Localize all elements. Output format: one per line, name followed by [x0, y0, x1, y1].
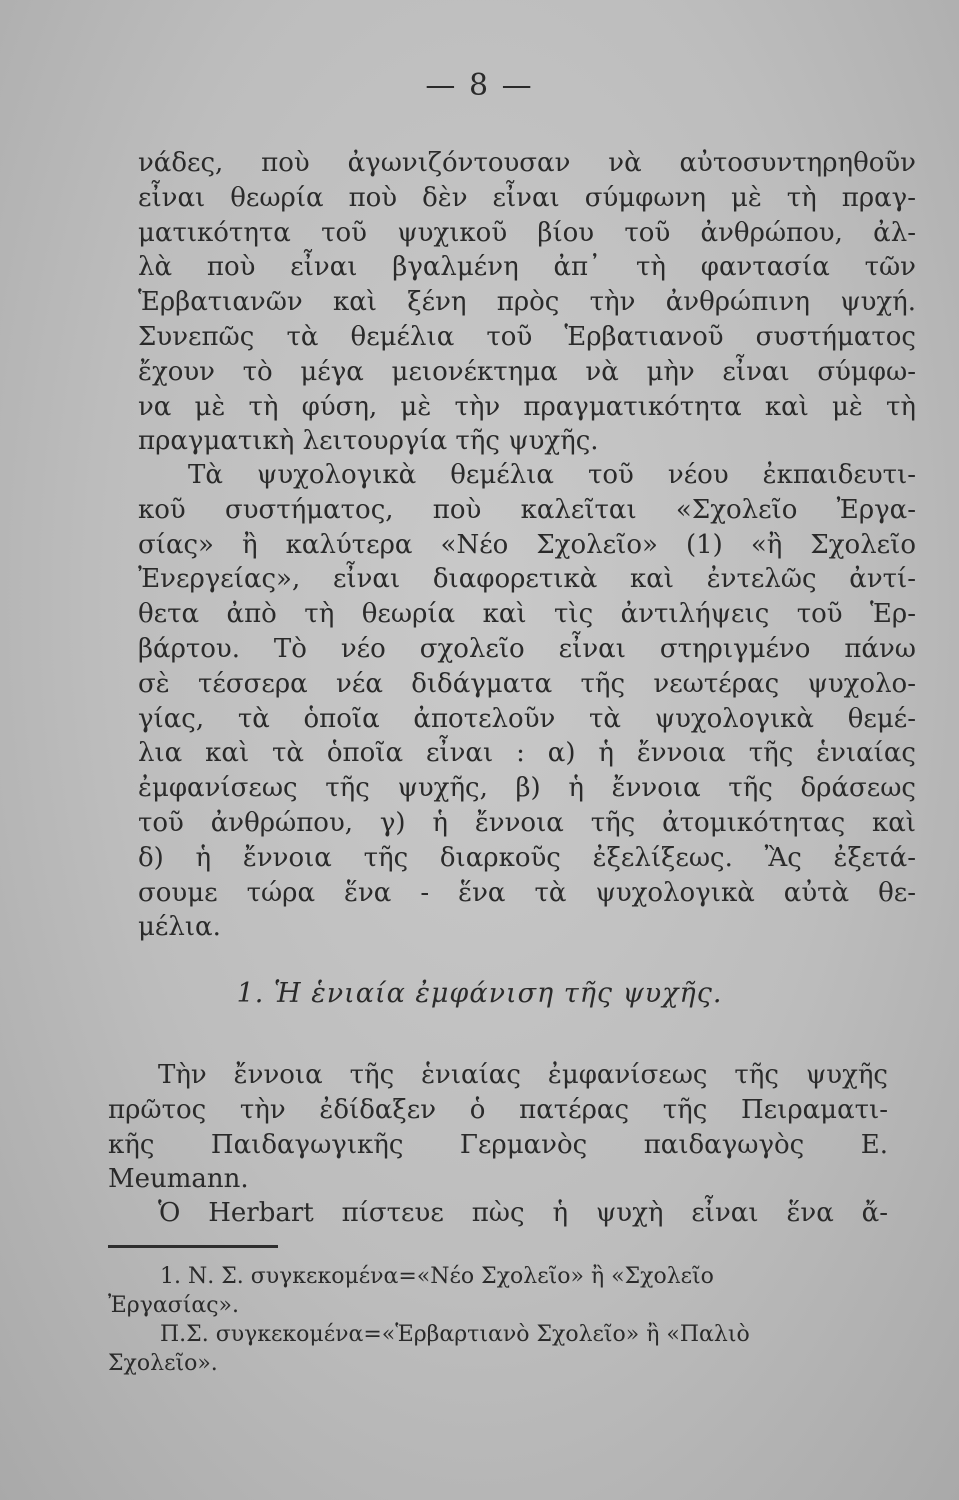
text-line: σουμε τώρα ἕνα - ἕνα τὰ ψυχολογικὰ αὐτὰ θε- — [138, 877, 916, 908]
text-line: κῆς Παιδαγωγικῆς Γερμανὸς παιδαγωγὸς Ε. — [108, 1129, 888, 1160]
text-line: Ὁ Herbart πίστευε πὼς ἡ ψυχὴ εἶναι ἕνα ἄ- — [158, 1198, 888, 1228]
footnote-divider — [108, 1245, 278, 1248]
text-line: Συνεπῶς τὰ θεμέλια τοῦ Ἑρβατιανοῦ συστήματος — [138, 321, 916, 352]
text-line: γίας, τὰ ὁποῖα ἀποτελοῦν τὰ ψυχολογικὰ θεμέ- — [138, 703, 916, 734]
text-line: πρῶτος τὴν ἐδίδαξεν ὁ πατέρας τῆς Πειραματι- — [108, 1094, 888, 1125]
footnote-line: Σχολεῖο». — [108, 1351, 218, 1376]
text-line: ἐμφανίσεως τῆς ψυχῆς, β) ἡ ἔννοια τῆς δράσεως — [138, 773, 916, 804]
paragraph-3 — [108, 1058, 888, 1197]
text-line: λια καὶ τὰ ὁποῖα εἶναι : α) ἡ ἔννοια τῆς ἑνιαίας — [138, 738, 916, 769]
text-line: Meumann. — [108, 1164, 249, 1195]
text-line: Τὰ ψυχολογικὰ θεμέλια τοῦ νέου ἐκπαιδευτι- — [188, 460, 916, 490]
text-line: Τὴν ἔννοια τῆς ἑνιαίας ἐμφανίσεως τῆς ψυχῆς — [158, 1060, 888, 1090]
text-line: σὲ τέσσερα νέα διδάγματα τῆς νεωτέρας ψυχολο- — [138, 668, 916, 699]
text-line: κοῦ συστήματος, ποὺ καλεῖται «Σχολεῖο Ἐργα- — [138, 494, 916, 525]
section-heading: 1. Ἡ ἑνιαία ἐμφάνιση τῆς ψυχῆς. — [236, 978, 723, 1009]
text-line: λὰ ποὺ εἶναι βγαλμένη ἀπ᾽ τὴ φαντασία τῶν — [138, 252, 916, 283]
text-line: να μὲ τὴ φύση, μὲ τὴν πραγματικότητα καὶ μὲ τὴ — [138, 391, 916, 422]
footnote-2 — [108, 1320, 888, 1378]
text-line: πραγματικὴ λειτουργία τῆς ψυχῆς. — [138, 426, 599, 457]
paragraph-2 — [138, 458, 916, 945]
footnote-line: 1. Ν. Σ. συγκεκομένα=«Νέο Σχολεῖο» ἢ «Σχολεῖο — [160, 1264, 714, 1289]
text-line: ματικότητα τοῦ ψυχικοῦ βίου τοῦ ἀνθρώπου, ἀλ- — [138, 217, 916, 248]
paragraph-1 — [138, 146, 916, 459]
text-line: σίας» ἢ καλύτερα «Νέο Σχολεῖο» (1) «ἢ Σχολεῖο — [138, 529, 916, 560]
text-line: τοῦ ἀνθρώπου, γ) ἡ ἔννοια τῆς ἀτομικότητας καὶ — [138, 807, 916, 838]
paragraph-4 — [108, 1196, 888, 1231]
text-line: μέλια. — [138, 912, 221, 943]
text-line: εἶναι θεωρία ποὺ δὲν εἶναι σύμφωνη μὲ τὴ πραγ- — [138, 182, 916, 213]
text-line: Ἑρβατιανῶν καὶ ξένη πρὸς τὴν ἀνθρώπινη ψυχή. — [138, 287, 916, 318]
text-line: νάδες, ποὺ ἀγωνιζόντουσαν νὰ αὐτοσυντηρηθοῦν — [138, 148, 916, 178]
text-line: θετα ἀπὸ τὴ θεωρία καὶ τὶς ἀντιλήψεις τοῦ Ἑρ- — [138, 599, 916, 630]
footnote-1 — [108, 1262, 888, 1320]
text-line: Ἐνεργείας», εἶναι διαφορετικὰ καὶ ἐντελῶς ἀντί- — [138, 564, 916, 595]
footnote-line: Π.Σ. συγκεκομένα=«Ἑρβαρτιανὸ Σχολεῖο» ἢ «Παλιὸ — [160, 1322, 750, 1347]
text-line: βάρτου. Τὸ νέο σχολεῖο εἶναι στηριγμένο πάνω — [138, 633, 916, 664]
text-line: ἔχουν τὸ μέγα μειονέκτημα νὰ μὴν εἶναι σύμφω- — [138, 356, 916, 387]
text-line: δ) ἡ ἔννοια τῆς διαρκοῦς ἐξελίξεως. Ἂς ἐξετά- — [138, 842, 916, 873]
footnote-line: Ἐργασίας». — [108, 1293, 239, 1318]
page-number: — 8 — — [425, 68, 534, 103]
